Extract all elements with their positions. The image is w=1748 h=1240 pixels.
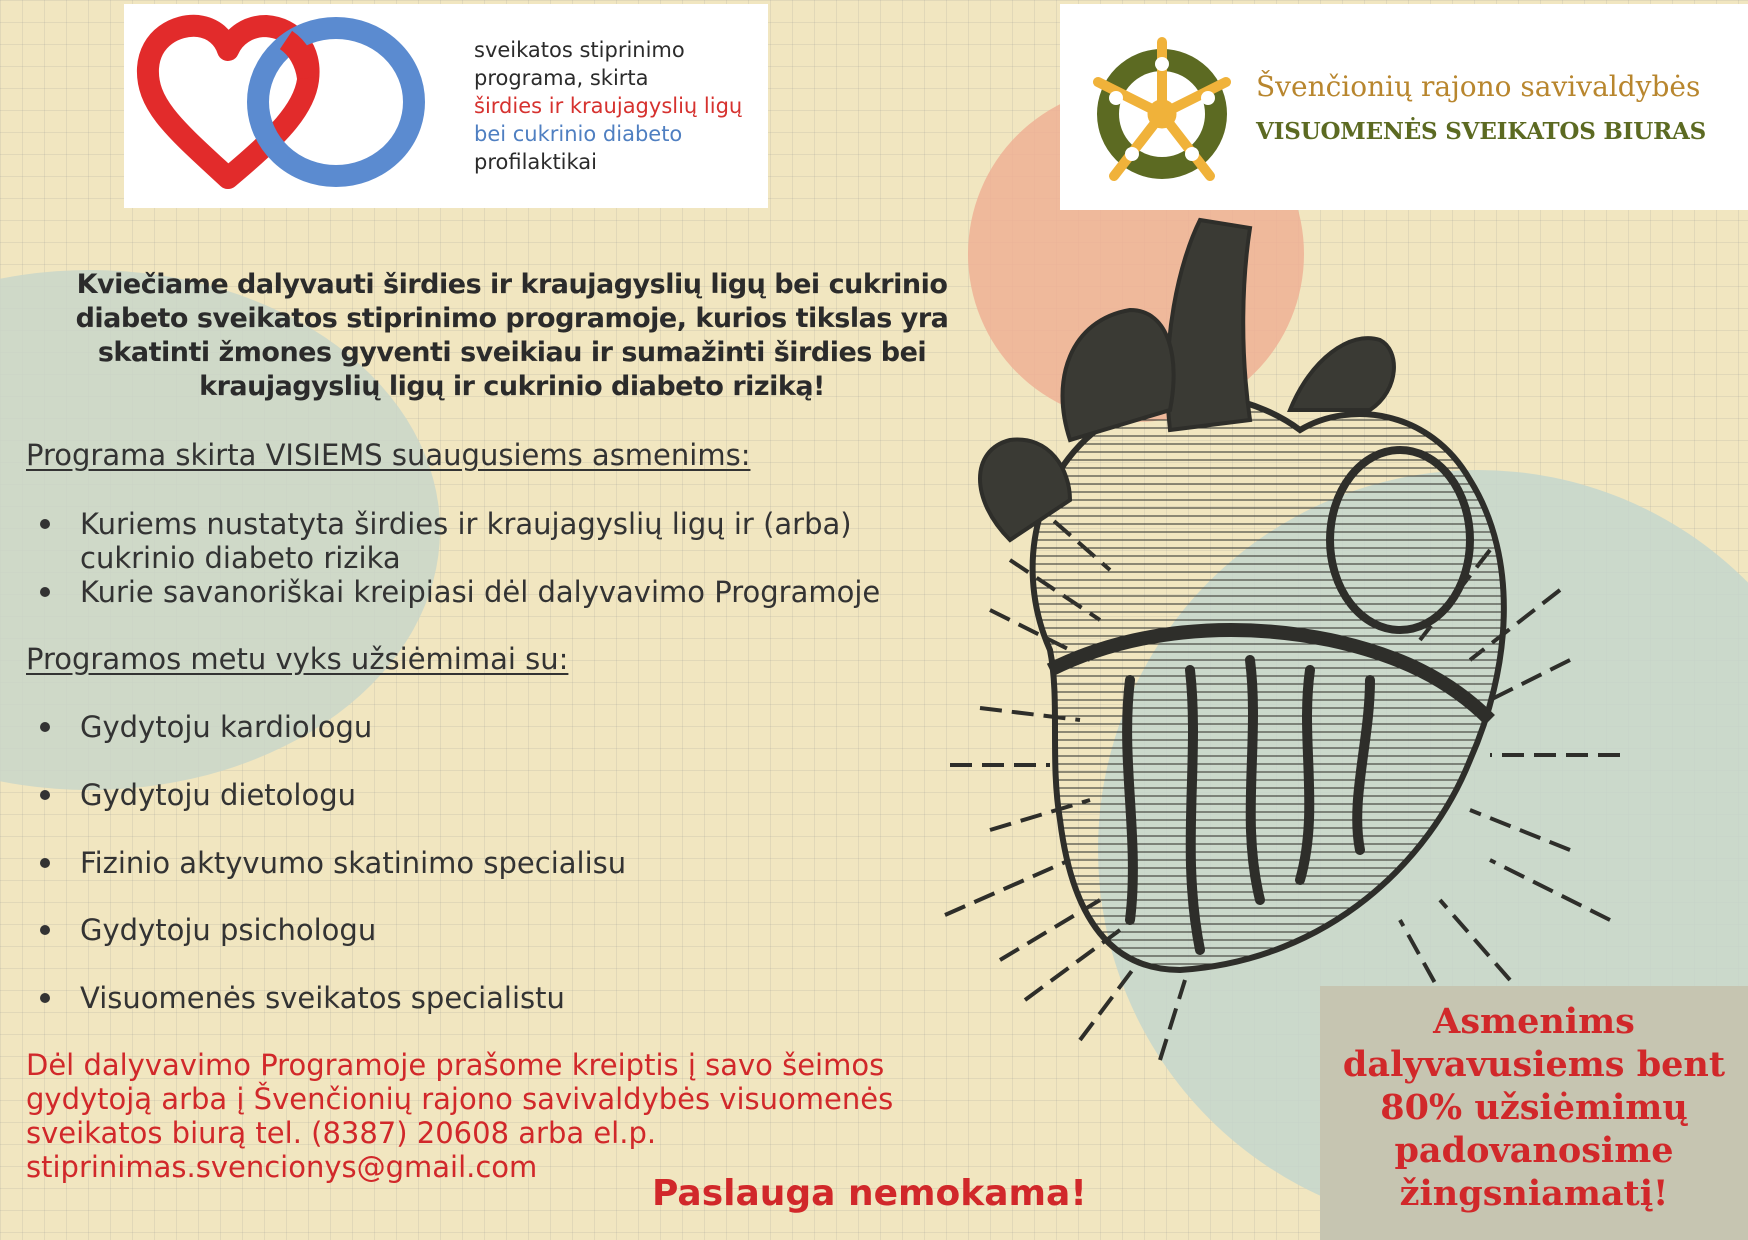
audience-item-text: cukrinio diabeto rizika [80,541,401,575]
audience-item-text: Kuriems nustatyta širdies ir kraujagyslių ligų ir (arba) [80,507,852,541]
audience-heading: Programa skirta VISIEMS suaugusiems asmenims: [26,438,751,472]
heart-ring-logo-icon [136,10,466,200]
session-item-text: Gydytoju kardiologu [80,710,373,744]
free-service-note: Paslauga nemokama! [652,1173,1087,1214]
program-logo-line: bei cukrinio diabeto [474,122,683,146]
contact-line: gydytoją arba į Švenčionių rajono savivaldybės visuomenės [26,1082,894,1116]
intro-paragraph [30,268,994,404]
contact-paragraph [26,1048,1006,1184]
bullet-icon [40,993,50,1003]
program-logo-line: širdies ir kraujagyslių ligų [474,94,743,118]
promo-box [1320,986,1748,1240]
promo-line: dalyvavusiems bent [1342,1044,1726,1085]
promo-text [1320,1000,1748,1215]
promo-line: padovanosime [1394,1130,1674,1171]
office-subtitle: Švenčionių rajono savivaldybės [1256,70,1701,103]
promo-line: 80% užsiėmimų [1380,1087,1688,1128]
intro-line: skatinti žmones gyventi sveikiau ir sumažinti širdies bei [97,337,927,368]
promo-line: Asmenims [1433,1001,1635,1042]
session-item-text: Gydytoju dietologu [80,778,356,812]
intro-line: Kviečiame dalyvauti širdies ir kraujagyslių ligų bei cukrinio [76,269,948,300]
program-logo-line: programa, skirta [474,66,649,90]
session-item-text: Visuomenės sveikatos specialistu [80,981,565,1015]
program-logo-line: sveikatos stiprinimo [474,38,685,62]
program-logo [124,4,768,208]
contact-line: sveikatos biurą tel. (8387) 20608 arba el.p. [26,1116,657,1150]
office-logo [1060,4,1748,210]
bullet-icon [40,722,50,732]
intro-line: diabeto sveikatos stiprinimo programoje, kurios tikslas yra [75,303,949,334]
bullet-icon [40,587,50,597]
program-logo-line: profilaktikai [474,150,598,174]
office-title: VISUOMENĖS SVEIKATOS BIURAS [1256,118,1707,145]
contact-email: stiprinimas.svencionys@gmail.com [26,1150,538,1184]
bullet-icon [40,925,50,935]
anatomical-heart-illustration-icon [930,200,1710,1080]
session-item-text: Fizinio aktyvumo skatinimo specialisu [80,846,627,880]
program-logo-text [474,36,742,176]
contact-line: Dėl dalyvavimo Programoje prašome kreiptis į savo šeimos [26,1048,885,1082]
community-hands-emblem-icon [1092,36,1232,186]
intro-line: kraujagyslių ligų ir cukrinio diabeto riziką! [199,371,825,402]
bullet-icon [40,858,50,868]
sessions-heading: Programos metu vyks užsiėmimai su: [26,642,569,676]
promo-line: žingsniamatį! [1399,1173,1669,1214]
bullet-icon [40,790,50,800]
audience-item-text: Kurie savanoriškai kreipiasi dėl dalyvavimo Programoje [80,575,881,609]
bullet-icon [40,519,50,529]
session-item-text: Gydytoju psichologu [80,913,377,947]
